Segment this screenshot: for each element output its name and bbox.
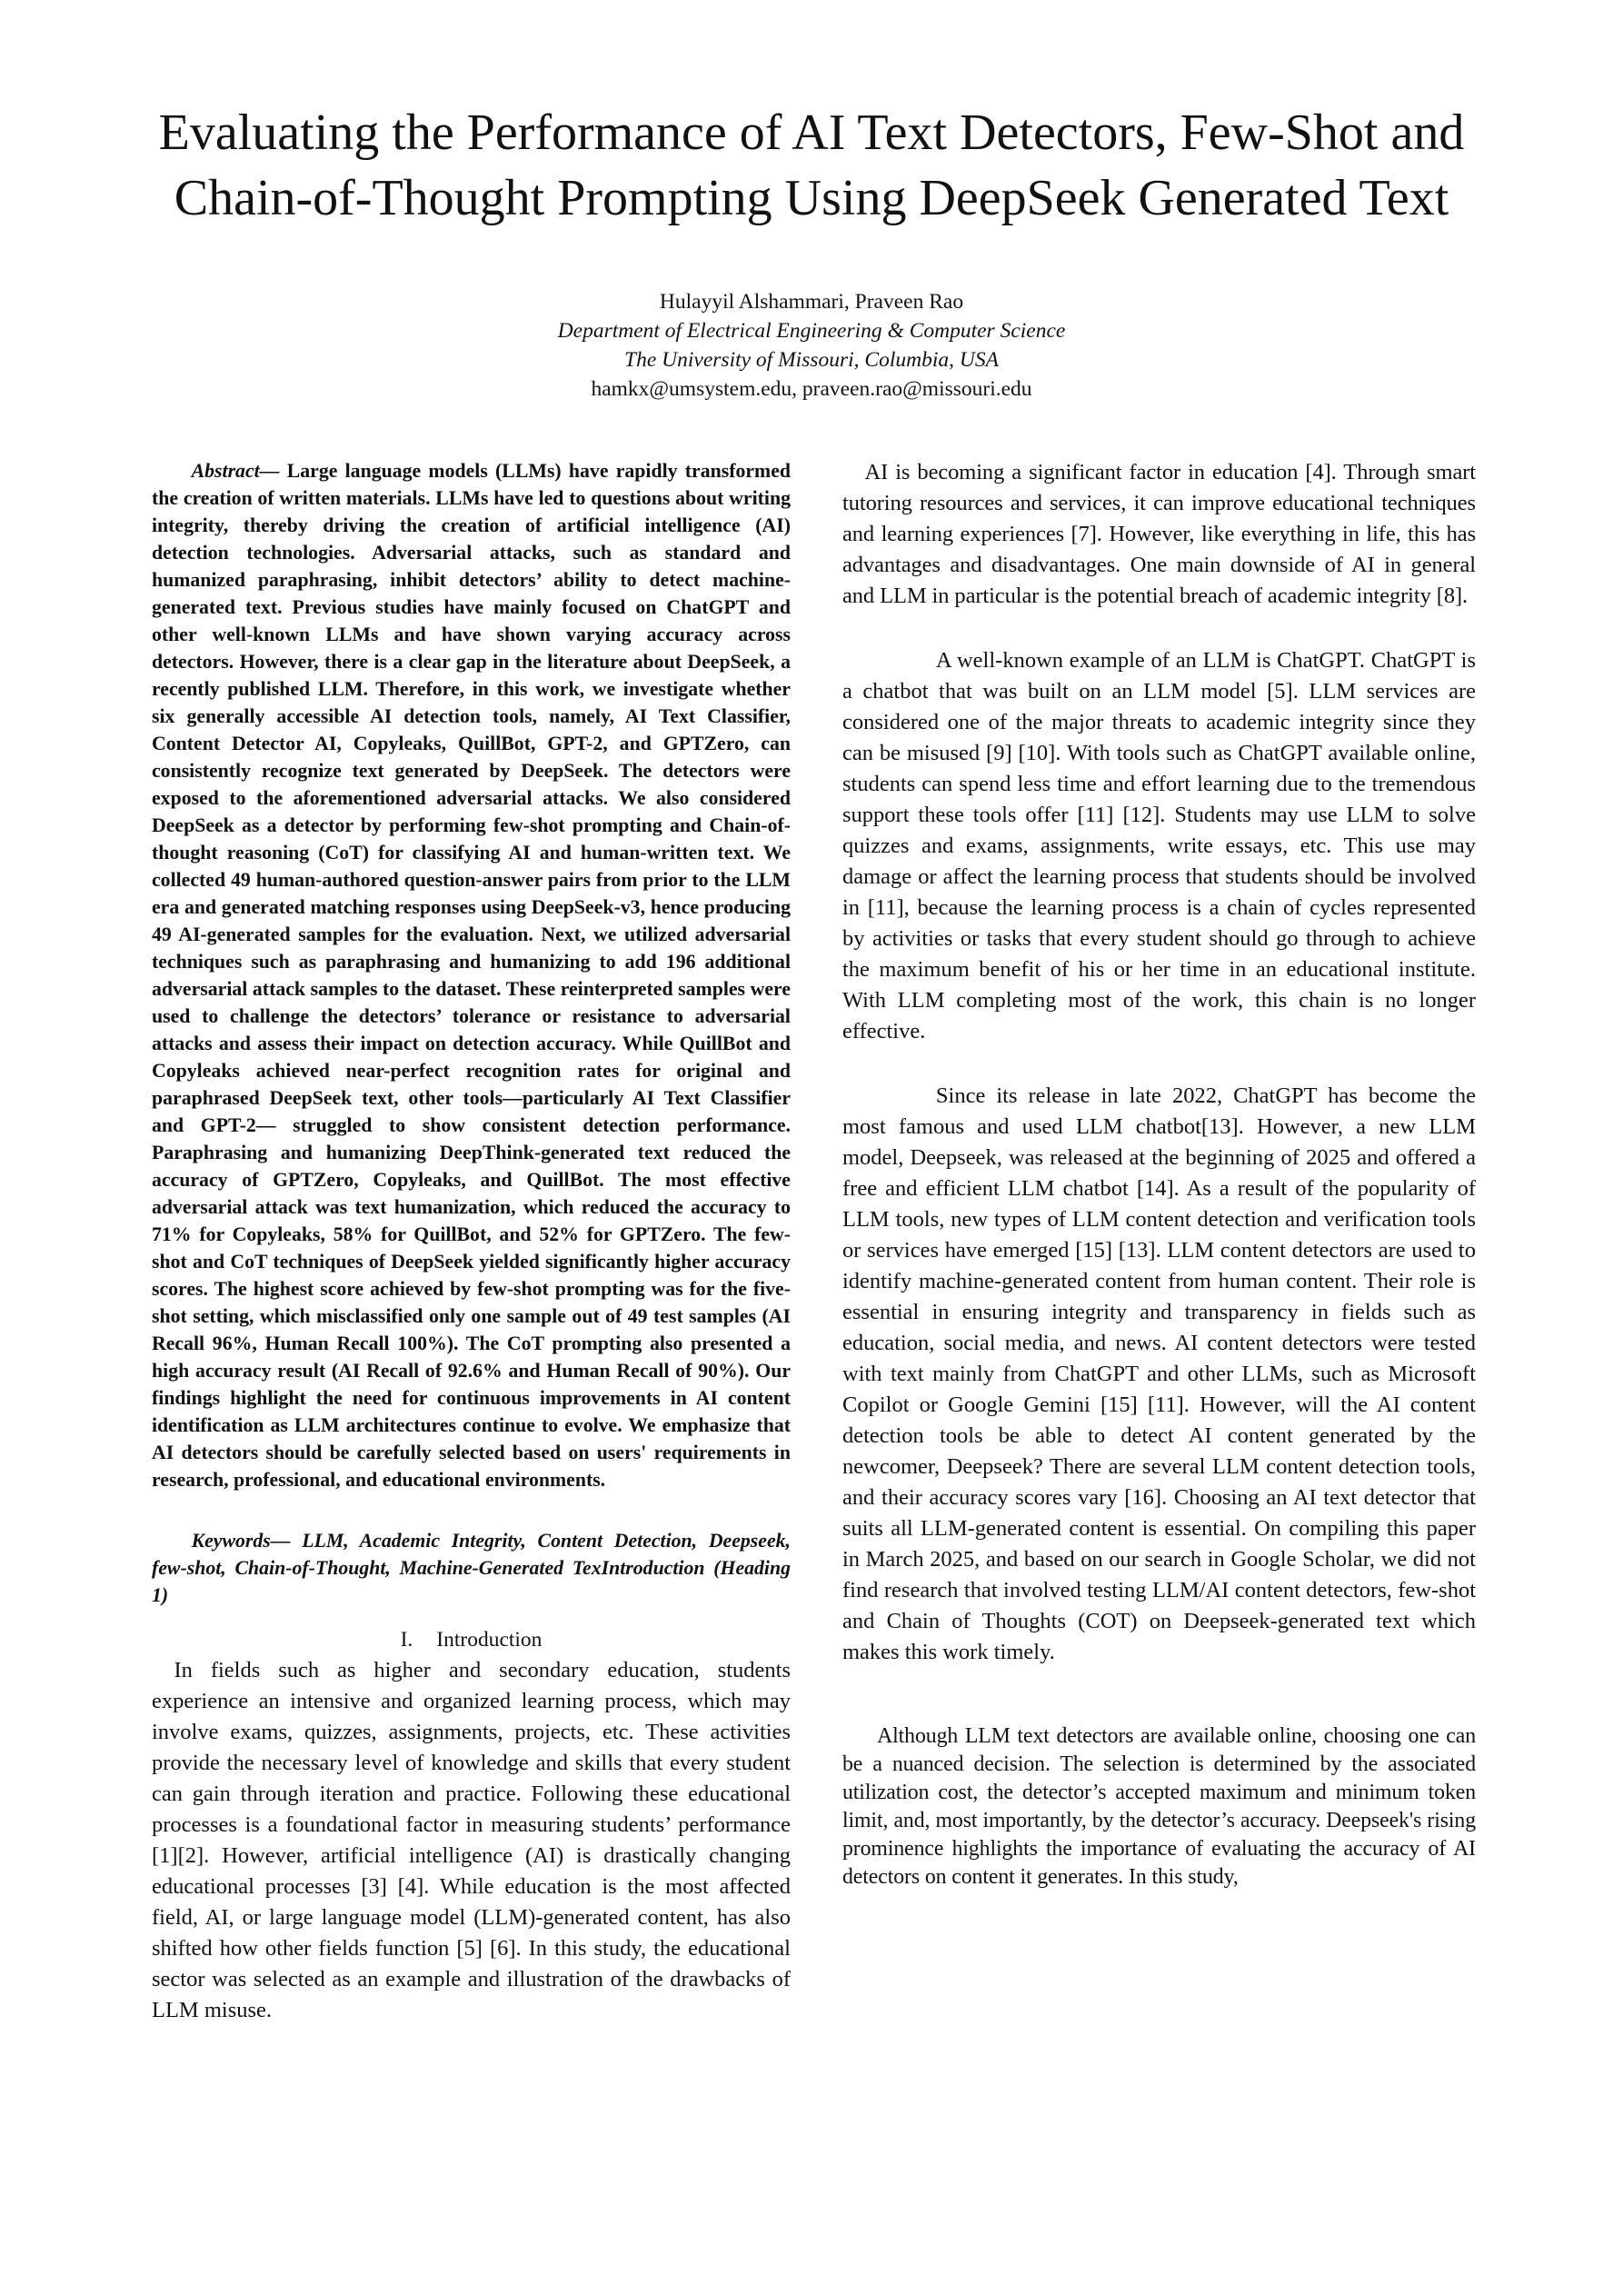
section-title: Introduction: [436, 1628, 543, 1652]
author-department: Department of Electrical Engineering & Computer Science: [557, 319, 1066, 343]
section-heading: [152, 1624, 791, 1655]
paper-title: [73, 100, 1550, 231]
keywords: Keywords— LLM, Academic Integrity, Content Detection, Deepseek, few-shot, Chain-of-Thought, Machine-Generated TexIntroduction (Heading 1): [152, 1530, 791, 1606]
intro-paragraph-1b: AI is becoming a significant factor in education [4]. Through smart tutoring resources and services, it can improve educational techniques and learning experiences [7]. However, like everything in life, this has advantages and disadvantages. One main downside of AI in general and LLM in particular is the potential breach of academic integrity [8].: [842, 460, 1476, 608]
title-line-1: Evaluating the Performance of AI Text Detectors, Few-Shot and: [158, 105, 1465, 161]
intro-paragraph-1: In fields such as higher and secondary education, students experience an intensive and organized learning process, which may involve exams, quizzes, assignments, projects, etc. These activities provide the necessary level of knowledge and skills that every student can gain through iteration and practice. Following these educational processes is a foundational factor in measuring students’ performance [1][2]. However, artificial intelligence (AI) is drastically changing educational processes [3] [4]. While education is the most affected field, AI, or large language model (LLM)-generated content, has also shifted how other fields function [5] [6]. In this study, the educational sector was selected as an example and illustration of the drawbacks of LLM misuse.: [152, 1658, 791, 2022]
abstract-text: Large language models (LLMs) have rapidly transformed the creation of written materials. LLMs have led to questions about writing integrity, thereby driving the creation of artificial intelligence (AI) detection technologies. Adversarial attacks, such as standard and humanized paraphrasing, inhibit detectors’ ability to detect machine-generated text. Previous studies have mainly focused on ChatGPT and other well-known LLMs and have shown varying accuracy across detectors. However, there is a clear gap in the literature about DeepSeek, a recently published LLM. Therefore, in this work, we investigate whether six generally accessible AI detection tools, namely, AI Text Classifier, Content Detector AI, Copyleaks, QuillBot, GPT-2, and GPTZero, can consistently recognize text generated by DeepSeek. The detectors were exposed to the aforementioned adversarial attacks. We also considered DeepSeek as a detector by performing few-shot prompting and Chain-of-thought reasoning (CoT) for classifying AI and human-written text. We collected 49 human-authored question-answer pairs from prior to the LLM era and generated matching responses using DeepSeek-v3, hence producing 49 AI-generated samples for the evaluation. Next, we utilized adversarial techniques such as paraphrasing and humanizing to add 196 additional adversarial attack samples to the dataset. These reinterpreted samples were used to challenge the detectors’ tolerance or resistance to adversarial attacks and assess their impact on detection accuracy. While QuillBot and Copyleaks achieved near-perfect recognition rates for original and paraphrased DeepSeek text, other tools—particularly AI Text Classifier and GPT-2— struggled to show consistent detection performance. Paraphrasing and humanizing DeepThink-generated text reduced the accuracy of GPTZero, Copyleaks, and QuillBot. The most effective adversarial attack was text humanization, which reduced the accuracy to 71% for Copyleaks, 58% for QuillBot, and 52% for GPTZero. The few-shot and CoT techniques of DeepSeek yielded significantly higher accuracy scores. The highest score achieved by few-shot prompting was for the five-shot setting, which misclassified only one sample out of 49 test samples (AI Recall 96%, Human Recall 100%). The CoT prompting also presented a high accuracy result (AI Recall of 92.6% and Human Recall of 90%). Our findings highlight the need for continuous improvements in AI content identification as LLM architectures continue to evolve. We emphasize that AI detectors should be carefully selected based on users' requirements in research, professional, and educational environments.: [152, 460, 791, 1491]
intro-paragraph-3: Since its release in late 2022, ChatGPT has become the most famous and used LLM chatbot[13]. However, a new LLM model, Deepseek, was released at the beginning of 2025 and offered a free and efficient LLM chatbot [14]. As a result of the popularity of LLM tools, new types of LLM content detection and verification tools or services have emerged [15] [13]. LLM content detectors are used to identify machine-generated content from human content. Their role is essential in ensuring integrity and transparency in fields such as education, social media, and news. AI content detectors were tested with text mainly from ChatGPT and other LLMs, such as Microsoft Copilot or Google Gemini [15] [11]. However, will the AI content detection tools be able to detect AI content generated by the newcomer, Deepseek? There are several LLM content detection tools, and their accuracy scores vary [16]. Choosing an AI text detector that suits all LLM-generated content is essential. On compiling this paper in March 2025, and based on our search in Google Scholar, we did not find research that involved testing LLM/AI content detectors, few-shot and Chain of Thoughts (COT) on Deepseek-generated text which makes this work timely.: [842, 1083, 1476, 1664]
intro-paragraph-2: A well-known example of an LLM is ChatGPT. ChatGPT is a chatbot that was built on an LLM model [5]. LLM services are considered one of the major threats to academic integrity since they can be misused [9] [10]. With tools such as ChatGPT available online, students can spend less time and effort learning due to the tremendous support these tools offer [11] [12]. Students may use LLM to solve quizzes and exams, assignments, write essays, etc. This use may damage or affect the learning process that students should be involved in [11], because the learning process is a chain of cycles represented by activities or tasks that every student should go through to achieve the maximum benefit of his or her time in an educational institute. With LLM completing most of the work, this chain is no longer effective.: [842, 648, 1476, 1043]
intro-paragraph-4: Although LLM text detectors are available online, choosing one can be a nuanced decision. The selection is determined by the associated utilization cost, the detector’s accepted maximum and minimum token limit, and, most importantly, by the detector’s accuracy. Deepseek's rising prominence highlights the importance of evaluating the accuracy of AI detectors on content it generates. In this study,: [842, 1724, 1476, 1889]
abstract-lead: Abstract—: [191, 460, 280, 482]
author-university: The University of Missouri, Columbia, USA: [624, 348, 999, 372]
right-column: [842, 457, 1476, 1892]
author-block: [73, 287, 1550, 404]
section-number: I.: [400, 1628, 413, 1652]
author-names: Hulayyil Alshammari, Praveen Rao: [659, 290, 964, 314]
abstract: [152, 457, 791, 1493]
author-emails: hamkx@umsystem.edu, praveen.rao@missouri.edu: [591, 377, 1032, 401]
title-line-2: Chain-of-Thought Prompting Using DeepSeek Generated Text: [174, 170, 1449, 226]
left-column: [152, 457, 791, 2026]
